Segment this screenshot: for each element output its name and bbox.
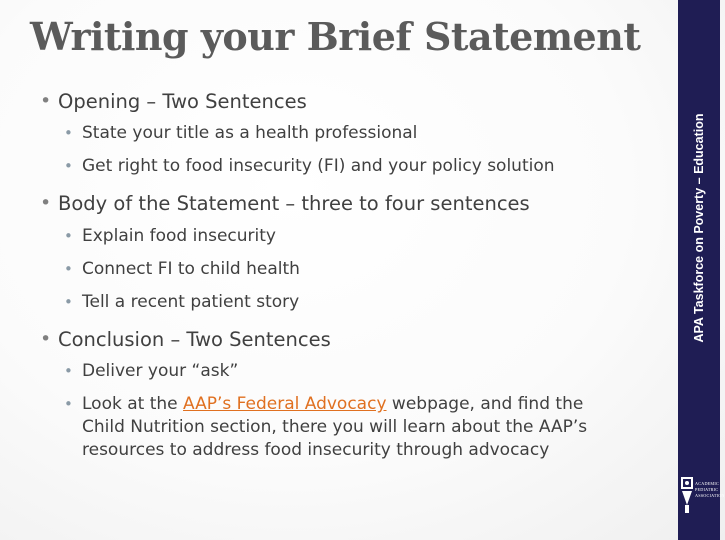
- apa-logo-icon: [680, 475, 694, 515]
- org-name: [695, 481, 725, 499]
- slide-content: [40, 90, 630, 476]
- section-heading: Conclusion – Two Sentences: [58, 327, 331, 351]
- org-name-line: ASSOCIATION: [695, 493, 725, 498]
- org-name-line: ACADEMIC: [695, 481, 719, 486]
- bullet-prefix: Look at the: [82, 394, 184, 415]
- apa-logo: [678, 465, 725, 535]
- section-opening: [40, 90, 630, 178]
- bullet-item: • State your title as a health professional: [58, 122, 630, 145]
- bullet-item: • Get right to food insecurity (FI) and your policy solution: [58, 155, 630, 178]
- section-list: [40, 90, 630, 462]
- bullet-suffix: webpage, and find the Child Nutrition section, there you will learn about the AAP’s resources to address food insecurity through advocacy: [82, 394, 588, 461]
- federal-advocacy-link[interactable]: AAP’s Federal Advocacy: [183, 394, 387, 415]
- bullet-item: • Explain food insecurity: [58, 225, 630, 248]
- section-body: [40, 192, 630, 313]
- section-heading: Body of the Statement – three to four sentences: [58, 192, 530, 216]
- bullet-item-with-link: [58, 393, 630, 462]
- taskforce-label: APA Taskforce on Poverty – Education: [692, 113, 706, 342]
- org-name-line: PEDIATRIC: [695, 487, 719, 492]
- sidebar: [678, 0, 725, 540]
- bullet-item: • Deliver your “ask”: [58, 360, 630, 383]
- section-conclusion: [40, 328, 630, 462]
- bullet-item: • Connect FI to child health: [58, 258, 630, 281]
- sidebar-vertical-label: [678, 0, 720, 455]
- bullet-list: [58, 360, 630, 462]
- bullet-item: • Tell a recent patient story: [58, 291, 630, 314]
- bullet-list: [58, 122, 630, 178]
- slide-title: Writing your Brief Statement: [30, 14, 641, 59]
- bullet-list: [58, 225, 630, 314]
- section-heading: Opening – Two Sentences: [58, 90, 307, 113]
